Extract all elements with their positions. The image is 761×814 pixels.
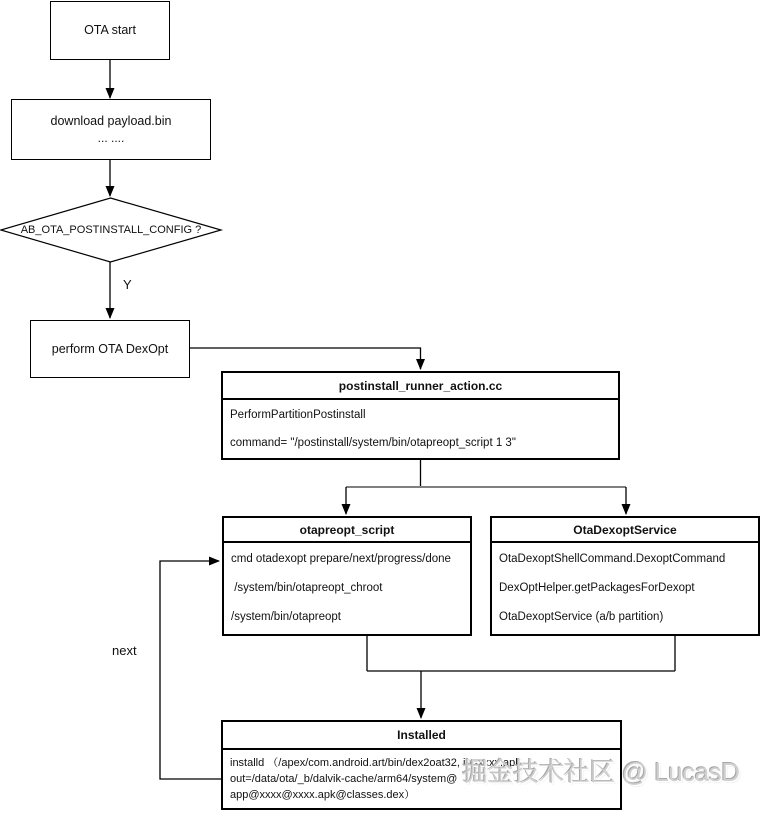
arrow-perform-to-postinstall-runner [190, 348, 421, 369]
installed-line: installd （/apex/com.android.art/bin/dex2oat32, in=xxxx.apk [230, 757, 521, 769]
node-ota-dexopt-service-title: OtaDexoptService [492, 518, 758, 543]
edge-label-next: next [112, 643, 137, 658]
otapreopt-script-line: /system/bin/otapreopt_chroot [231, 582, 383, 594]
postinstall-runner-line: command= "/postinstall/system/bin/otapreopt_script 1 3" [230, 437, 516, 449]
node-perform-ota-dexopt-label: perform OTA DexOpt [51, 341, 169, 356]
node-download-payload-ellipsis: ... .... [97, 130, 125, 145]
node-ota-dexopt-service [490, 516, 760, 636]
node-otapreopt-script-title: otapreopt_script [224, 518, 470, 543]
ota-dexopt-service-line: OtaDexoptShellCommand.DexoptCommand [499, 553, 726, 565]
node-installed-title: Installed [223, 722, 620, 750]
node-download-payload [11, 99, 211, 160]
otapreopt-script-line: cmd otadexopt prepare/next/progress/done [231, 553, 451, 565]
node-download-payload-label: download payload.bin [50, 113, 172, 128]
ota-dexopt-service-line: DexOptHelper.getPackagesForDexopt [499, 582, 695, 594]
node-ota-start [50, 1, 170, 60]
ota-dexopt-service-line: OtaDexoptService (a/b partition) [499, 611, 664, 623]
node-installed [221, 720, 622, 810]
node-decision-label: AB_OTA_POSTINSTALL_CONFIG ? [20, 224, 202, 236]
edge-label-yes: Y [123, 277, 132, 292]
node-postinstall-runner-title: postinstall_runner_action.cc [223, 373, 618, 400]
node-ota-start-label: OTA start [84, 23, 136, 37]
installed-line: app@xxxx@xxxx.apk@classes.dex） [230, 789, 416, 801]
arrow-next-loop [160, 561, 221, 779]
node-otapreopt-script [222, 516, 472, 636]
node-perform-ota-dexopt [30, 320, 190, 378]
watermark: 掘金技术社区 @ LucasD [462, 757, 740, 787]
installed-line: out=/data/ota/_b/dalvik-cache/arm64/system@ [230, 773, 458, 785]
node-postinstall-runner-action [221, 371, 620, 460]
postinstall-runner-line: PerformPartitionPostinstall [230, 409, 366, 421]
otapreopt-script-line: /system/bin/otapreopt [231, 611, 341, 623]
